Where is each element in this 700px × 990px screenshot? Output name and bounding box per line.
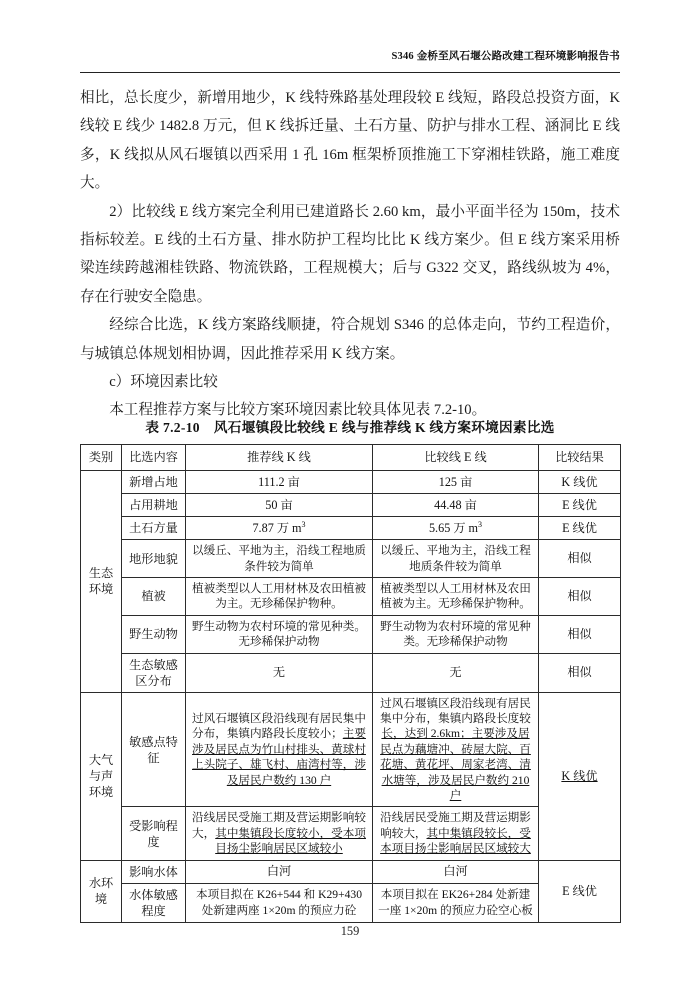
table-caption-number: 表 7.2-10: [145, 420, 200, 435]
table-row: [81, 615, 621, 653]
result-farmland: E 线优: [539, 494, 621, 517]
e-sensitive-point-features: 过风石堰镇区段沿线现有居民集中分布，集镇内路段长度较长，达到 2.6km；主要涉及居民点为藕塘冲、砖屋大院、百花塘、黄花坪、周家老湾、清水塘等，涉及居民户数约 210 户: [373, 692, 539, 807]
k-new-land: 111.2 亩: [186, 471, 373, 494]
result-eco-sensitive-area: 相似: [539, 653, 621, 692]
running-header: S346 金桥至风石堰公路改建工程环境影响报告书: [391, 51, 620, 62]
item-water-sensitivity: 水体敏感程度: [122, 883, 186, 922]
table-row: [81, 692, 621, 807]
result-vegetation: 相似: [539, 578, 621, 616]
item-new-land: 新增占地: [122, 471, 186, 494]
e-farmland: 44.48 亩: [373, 494, 539, 517]
result-air-and-noise-text: K 线优: [561, 768, 598, 783]
category-air-and-noise: 大气 与声 环境: [81, 692, 122, 860]
k-vegetation: 植被类型以人工用材林及农田植被为主。无珍稀保护物种。: [186, 578, 373, 616]
table-row: [81, 540, 621, 578]
table-row: [81, 578, 621, 616]
page-number: 159: [340, 924, 360, 938]
table-row: [81, 494, 621, 517]
k-water-sensitivity: 本项目拟在 K26+544 和 K29+430 处新建两座 1×20m 的预应力砼: [186, 883, 373, 922]
k-farmland: 50 亩: [186, 494, 373, 517]
table-row: [81, 517, 621, 540]
item-sensitive-point-features: 敏感点特征: [122, 692, 186, 807]
result-water: E 线优: [539, 860, 621, 922]
e-water-sensitivity: 本项目拟在 EK26+284 处新建一座 1×20m 的预应力砼空心板: [373, 883, 539, 922]
item-farmland: 占用耕地: [122, 494, 186, 517]
comparison-table-wrapper: [80, 444, 620, 923]
e-affected-water-body: 白河: [373, 860, 539, 883]
table-header: [81, 445, 621, 471]
item-landform: 地形地貌: [122, 540, 186, 578]
e-earthwork: 5.65 万 $m^3$: [373, 517, 539, 540]
table-header-row: [81, 445, 621, 471]
item-affected-water-body: 影响水体: [122, 860, 186, 883]
table-row: [81, 471, 621, 494]
table-caption: [80, 416, 620, 436]
k-sensitive-point-features: 过风石堰镇区段沿线现有居民集中分布，集镇内路段长度较小；主要涉及居民点为竹山村排头、黄球村上头院子、雄飞村、庙湾村等，涉及居民户数约 130 户: [186, 692, 373, 807]
e-new-land: 125 亩: [373, 471, 539, 494]
col-header-item: 比选内容: [122, 445, 186, 471]
e-wildlife: 野生动物为农村环境的常见种类。无珍稀保护动物: [373, 615, 539, 653]
result-landform: 相似: [539, 540, 621, 578]
result-air-and-noise: [539, 692, 621, 860]
col-header-k-line: 推荐线 K 线: [186, 445, 373, 471]
category-water: 水环 境: [81, 860, 122, 922]
paragraph-5: 本工程推荐方案与比较方案环境因素比较具体见表 7.2-10。: [109, 402, 487, 419]
k-affected-water-body: 白河: [186, 860, 373, 883]
e-impact-degree: 沿线居民受施工期及营运期影响较大，其中集镇段较长，受本项目扬尘影响居民区域较大: [373, 807, 539, 860]
paragraph-2: 2）比较线 E 线方案完全利用已建道路长 2.60 km，最小平面半径为 150m，技术指标较差。E 线的土石方量、排水防护工程均比比 K 线方案少。但 E 线方案采用桥梁连续跨越湘桂铁路、物流铁路，工程规模大；后与 G322 交叉，路线纵坡为 4%，存在行驶安全隐患。: [80, 203, 620, 305]
paragraph-1: 相比，总长度少，新增用地少，K 线特殊路基处理段较 E 线短，路段总投资方面，K 线较 E 线少 1482.8 万元，但 K 线拆迁量、土石方量、防护与排水工程、涵洞比 E 线多，K 线拟从风石堰镇以西采用 1 孔 16m 框架桥顶推施工下穿湘桂铁路，施工难度大。: [80, 90, 620, 192]
col-header-category: 类别: [81, 445, 122, 471]
result-new-land: K 线优: [539, 471, 621, 494]
environment-factor-comparison-table: [80, 444, 621, 923]
k-wildlife: 野生动物为农村环境的常见种类。无珍稀保护动物: [186, 615, 373, 653]
col-header-result: 比较结果: [539, 445, 621, 471]
k-earthwork: 7.87 万 $m^3$: [186, 517, 373, 540]
body-text-block: [80, 84, 620, 425]
item-eco-sensitive-area: 生态敏感区分布: [122, 653, 186, 692]
k-landform: 以缓丘、平地为主，沿线工程地质条件较为简单: [186, 540, 373, 578]
table-row: [81, 860, 621, 883]
table-caption-title: 风石堰镇段比较线 E 线与推荐线 K 线方案环境因素比选: [213, 420, 555, 435]
category-ecology: 生态 环境: [81, 471, 122, 692]
item-impact-degree: 受影响程度: [122, 807, 186, 860]
e-landform: 以缓丘、平地为主，沿线工程地质条件较为简单: [373, 540, 539, 578]
header-rule: [80, 72, 620, 73]
col-header-e-line: 比较线 E 线: [373, 445, 539, 471]
table-body: [81, 471, 621, 923]
item-earthwork: 土石方量: [122, 517, 186, 540]
result-earthwork: E 线优: [539, 517, 621, 540]
paragraph-4: c）环境因素比较: [109, 374, 218, 391]
e-eco-sensitive-area: 无: [373, 653, 539, 692]
e-vegetation: 植被类型以人工用材林及农田植被为主。无珍稀保护物种。: [373, 578, 539, 616]
result-wildlife: 相似: [539, 615, 621, 653]
item-vegetation: 植被: [122, 578, 186, 616]
item-wildlife: 野生动物: [122, 615, 186, 653]
k-impact-degree: 沿线居民受施工期及营运期影响较大，其中集镇段长度较小，受本项目扬尘影响居民区域较小: [186, 807, 373, 860]
paragraph-3: 经综合比选，K 线方案路线顺捷，符合规划 S346 的总体走向，节约工程造价，与城镇总体规划相协调，因此推荐采用 K 线方案。: [80, 317, 620, 362]
table-row: [81, 653, 621, 692]
k-eco-sensitive-area: 无: [186, 653, 373, 692]
